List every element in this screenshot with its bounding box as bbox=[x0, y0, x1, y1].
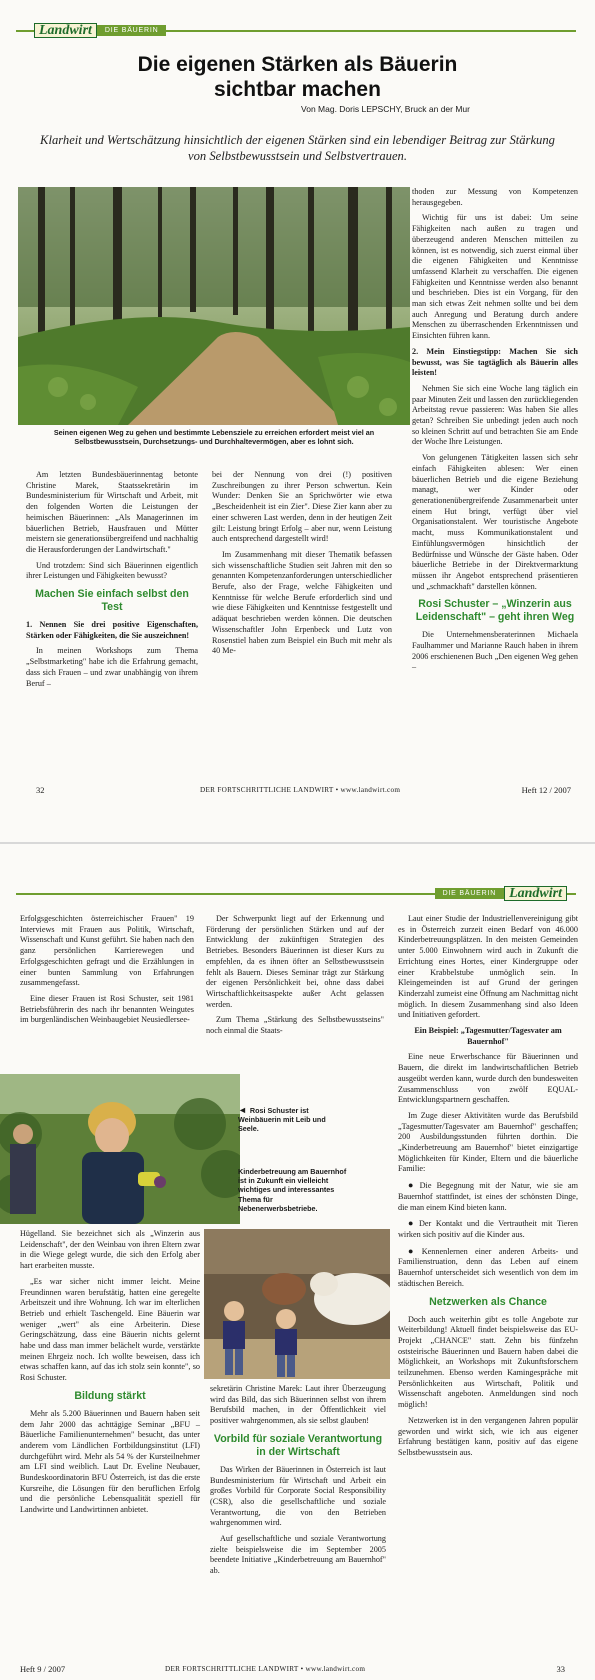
paragraph: Im Zuge dieser Aktivitäten wurde das Berufsbild „Tagesmutter/Tagesvater am Bauernhof" geschaffen; 200 Ausbildungsstunden führten dorthin. Die „Kinderbetreuung am Bauernhof" bietet einzigartige Möglichkeiten für Kinder, Eltern und die bäuerliche Familie: bbox=[398, 1110, 578, 1174]
paragraph: Netzwerken ist in den vergangenen Jahren populär geworden und wirkt sich, wie ich aus eigener Erfahrung bestätigen kann, positiv auf das eigene Selbstbewusstsein aus. bbox=[398, 1415, 578, 1457]
page-number: 33 bbox=[556, 1664, 565, 1674]
paragraph: thoden zur Messung von Kompetenzen herausgegeben. bbox=[412, 187, 578, 207]
page2-column-2-bottom bbox=[210, 1384, 386, 1582]
paragraph: Die Unternehmensberaterinnen Michaela Faulhammer und Marianne Rauch haben in ihrem 2006 erschienenen Buch „Den eigenen Weg gehen – bbox=[412, 630, 578, 672]
paragraph: bei der Nennung von drei (!) positiven Zuschreibungen zu ihrer Person schwertun. Kein Wunder: Denken Sie an Sprichwörter wie etwa „Bescheidenheit ist ein Zier". Diese Zier kann aber zu einer schweren Last werden, denn in der heutigen Zeit gilt: Leistung bringt Erfolg – aber nur, wenn Leistung auch entsprechend dargestellt wird! bbox=[212, 470, 392, 544]
publication-name: DER FORTSCHRITTLICHE LANDWIRT bbox=[200, 786, 334, 794]
paragraph: Hügelland. Sie bezeichnet sich als „Winzerin aus Leidenschaft", der den Weinbau von ihren Eltern zwar in die Wiege gelegt wurde, die sich den Erfolg aber hart erarbeiten musste. bbox=[20, 1229, 200, 1271]
rosi-schuster-photo bbox=[0, 1074, 240, 1224]
page-number: 32 bbox=[36, 785, 45, 795]
children-calves-illustration bbox=[204, 1229, 390, 1379]
paragraph: Das Wirken der Bäuerinnen in Österreich ist laut Bundesministerium für Wirtschaft und Arbeit ein großes Vorbild für Corporate Social Responsibility (CSR), also die gesellschaftliche und soziale Verantwortung, die von den Betrieben wahrgenommen wird. bbox=[210, 1464, 386, 1528]
subheading: Vorbild für soziale Verantwortung in der Wirtschaft bbox=[213, 1432, 383, 1458]
paragraph: Eine neue Erwerbschance für Bäuerinnen und Bauern, die direkt im landwirtschaftlichen Betrieb ausgeübt werden kann, wurde durch den bundesweiten Zusammenschluss von zwölf EQUAL-Entwicklungspartnern geschaffen. bbox=[398, 1052, 578, 1105]
publication-name: DER FORTSCHRITTLICHE LANDWIRT bbox=[165, 1665, 299, 1673]
paragraph: Nehmen Sie sich eine Woche lang täglich ein paar Minuten Zeit und lassen den zurückliegenden Arbeitstag revue passieren: Was haben Sie alles getan? Schreiben Sie unbedingt jeden auch noch so kleinen Schritt auf und betrachten Sie am Ende der Woche Ihre Leistungen. bbox=[412, 383, 578, 447]
subheading: Machen Sie einfach selbst den Test bbox=[35, 588, 189, 614]
paragraph: Laut einer Studie der Industriellenvereinigung gibt es in Österreich zurzeit einen Bedarf von 46.000 Kinderbetreuungsplätzen. In den meisten Gemeinden unter 5.000 Einwohnern wird auch in Zukunft die Errichtung eines Hortes, einer Kindergruppe oder einer Krabbelstube unmöglich sein. In Kleingemeinden ist auf Grund der geringen Kinderzahl zumeist eine Öffnung am Nachmittag nicht möglich. In diesem Zusammenhang sind also Ideen und Initiativen gefordert. bbox=[398, 914, 578, 1020]
subheading: Rosi Schuster – „Winzerin aus Leidenschaft" – geht ihren Weg bbox=[415, 598, 575, 624]
page2-column-3 bbox=[398, 914, 578, 1464]
section-badge bbox=[435, 886, 567, 901]
section-badge bbox=[34, 23, 166, 38]
landwirt-logo: Landwirt bbox=[34, 23, 97, 38]
issue-label: Heft 9 / 2007 bbox=[20, 1664, 66, 1674]
paragraph: Der Schwerpunkt liegt auf der Erkennung und Förderung der persönlichen Stärken und auf der Entwicklung der zukünftigen Strategien des Betriebes. Besonders Bäuerinnen ist dieser Kurs zu empfehlen, da es ihnen öfter an Selbstbewusstsein fehlt als Bauern. Dieses Seminar trägt zur Stärkung der eigenen Persönlichkeit bei, ohne dass dabei Wirtschaftlichkeitsaspekte außer Acht gelassen werden. bbox=[206, 914, 384, 1009]
paragraph-bold: 2. Mein Einstiegstipp: Machen Sie sich bewusst, was Sie tagtäglich als Bäuerin alles leisten! bbox=[412, 346, 578, 378]
paragraph: Auf gesellschaftliche und soziale Verantwortung zielte beispielsweise die im September 2005 beendete Initiative „Kinderbetreuung am Bauernhof" ab. bbox=[210, 1534, 386, 1576]
bullet-item: ● Kennenlernen einer anderen Arbeits- und Familienstruation, denn das Leben auf einem Bauernhof unterscheidet sich wesentlich von dem im städtischen Bereich. bbox=[398, 1245, 578, 1288]
arrow-left-icon: ◄ bbox=[238, 1105, 247, 1115]
paragraph: Zum Thema „Stärkung des Selbstbewusstseins" noch einmal die Staats- bbox=[206, 1015, 384, 1036]
lead-paragraph: Klarheit und Wertschätzung hinsichtlich der eigenen Stärken sind ein lebendiger Beitrag zur Stärkung von Selbstbewusstsein und Selbstvertrauen. bbox=[40, 133, 555, 163]
subheading: Bildung stärkt bbox=[74, 1389, 146, 1402]
website: www.landwirt.com bbox=[305, 1665, 366, 1673]
kinder-photo-caption: Kinderbetreuung am Bauernhof ist in Zukunft ein vielleicht wichtiges und interessantes Thema für Nebenerwerbsbetriebe. bbox=[238, 1167, 347, 1213]
page2-column-2-top bbox=[206, 914, 384, 1042]
forest-illustration bbox=[18, 187, 410, 425]
page1-column-3 bbox=[412, 187, 578, 678]
footer-publication: DER FORTSCHRITTLICHE LANDWIRT • www.landwirt.com bbox=[200, 786, 401, 794]
example-heading: Ein Beispiel: „Tagesmutter/Tagesvater am Bauernhof" bbox=[414, 1026, 562, 1046]
vineyard-illustration bbox=[0, 1074, 240, 1224]
paragraph: Und trotzdem: Sind sich Bäuerinnen eigentlich ihrer Leistungen und Fähigkeiten bewusst? bbox=[26, 560, 198, 581]
paragraph: Erfolgsgeschichten österreichischer Frauen" 19 Interviews mit Frauen aus Politik, Wirtschaft, Wissenschaft und Kunst geführt. Sie haben nach den ganz persönlichen Karrierewegen und Erfolgsgeschichten gefragt und die Erzählungen in einer bunten Sammlung von Erfahrungen zusammengefasst. bbox=[20, 914, 194, 988]
paragraph: Von gelungenen Tätigkeiten lassen sich sehr einfach Fähigkeiten ablesen: Wer einen bäuerlichen Betrieb und die eigene Beziehung managt, wer Kinder oder generationenübergreifende Zusammenarbeit unter einem Hut bringt, verfügt über viel Organisationstalent. Wer touristische Angebote macht, muss Kommunikationstalent und Einfühlungsvermögen hinsichtlich der Bedürfnisse und Wünsche der Gäste haben. Oder bäuerliche Betriebe in der Direktvermarktung müssen ihr Angebot entsprechend präsentieren und „schmackhaft" darstellen können. bbox=[412, 453, 578, 591]
page1-column-2 bbox=[212, 470, 392, 662]
rosi-photo-caption: ◄ Rosi Schuster ist Weinbäuerin mit Leib und Seele. bbox=[238, 1105, 326, 1134]
forest-path-photo bbox=[18, 187, 410, 425]
paragraph: Eine dieser Frauen ist Rosi Schuster, seit 1981 Betriebsführerin des nach ihr benannten Weingutes im burgenländischen Weinbaugebiet Neusiedlersee- bbox=[20, 993, 194, 1025]
paragraph: In meinen Workshops zum Thema „Selbstmarketing" habe ich die Erfahrung gemacht, dass sich Frauen – und zwar unabhängig von ihrem Beruf – bbox=[26, 646, 198, 688]
magazine-page-33 bbox=[0, 842, 595, 1680]
footer-publication: DER FORTSCHRITTLICHE LANDWIRT • www.landwirt.com bbox=[165, 1665, 366, 1673]
bullet-item: ● Die Begegnung mit der Natur, wie sie am Bauernhof stattfindet, ist eines der schönsten Dinge, die man einem Kind bieten kann. bbox=[398, 1180, 579, 1212]
byline: Von Mag. Doris LEPSCHY, Bruck an der Mur bbox=[301, 104, 470, 114]
article-title bbox=[20, 52, 575, 102]
kinderbetreuung-photo bbox=[204, 1229, 390, 1379]
subheading: Netzwerken als Chance bbox=[429, 1295, 547, 1308]
issue-label: Heft 12 / 2007 bbox=[521, 785, 571, 795]
page1-column-1 bbox=[26, 470, 198, 694]
section-label: DIE BÄUERIN bbox=[435, 888, 505, 899]
paragraph: „Es war sicher nicht immer leicht. Meine Freundinnen waren berufstätig, hatten eine geregelte Arbeitszeit und ihre Wohnung. Ich war im elterlichen Betrieb und erhielt Taschengeld. Eine Bäuerin war weniger „wert" als eine Arbeiterin. Diese Geringschätzung, dass eine Bäuerin nichts gelernt habe und dass man immer belächelt wurde, verstärkte meinen Ehrgeiz noch. Ich wollte beweisen, dass ich etwas schaffen kann, auf das ich stolz sein konnte", so Rosi Schuster. bbox=[20, 1276, 200, 1383]
paragraph-bold: 1. Nennen Sie drei positive Eigenschaften, Stärken oder Fähigkeiten, die Sie auszeichnen! bbox=[26, 620, 198, 640]
website: www.landwirt.com bbox=[340, 786, 401, 794]
paragraph: Mehr als 5.200 Bäuerinnen und Bauern haben seit dem Jahr 2000 das achttägige Seminar „BFU – Bäuerliche Familienunternehmen" besucht, das unter anderem vom Ländlichen Fortbildungsinstitut (LFI) durchgeführt wird. Mehr als 54 % der Kursteilnehmer am LFI sind weiblich. Laut Dr. Eveline Neubauer, Bundeskoordinatorin BFU Österreich, ist das die erste Kursreihe, die Lösungen für den beruflichen Erfolg und die persönliche Lebensqualität speziell für Landwirte und Landwirtinnen anbietet. bbox=[20, 1408, 200, 1515]
page2-column-1-bottom bbox=[20, 1229, 200, 1521]
bullet-icon: ● bbox=[408, 1218, 417, 1229]
bullet-icon: ● bbox=[408, 1245, 419, 1256]
paragraph: Doch auch weiterhin gibt es tolle Angebote zur Weiterbildung! Aktuell findet beispielsweise das EU-Projekt „CHANCE" statt. Zehn bis fünfzehn oststeirische Bäuerinnen und Bauern haben dabei die Möglichkeit, an Workshops mit Zukunftsforschern teilzunehmen. Ebenso werden Kamingespräche mit Persönlichkeiten aus Wirtschaft, Politik und Wissenschaft angeboten. Anmeldungen sind noch möglich! bbox=[398, 1314, 578, 1410]
bullet-icon: ● bbox=[408, 1180, 417, 1191]
paragraph: Im Zusammenhang mit dieser Thematik befassen sich wissenschaftliche Studien seit Jahren mit den so genannten Kompetenzanforderungen unterschiedlicher Berufe, also der Frage, welche Fähigkeiten und Kenntnisse für welche Berufe erforderlich sind und wie diese Fähigkeiten und Kenntnisse festgestellt und adäquat beschrieben werden können. Die deutschen Wissenschaftler John Erpenbeck und Lutz von Rosenstiel haben zum Beispiel ein Buch mit mehr als 40 Me- bbox=[212, 549, 392, 656]
page2-column-1-top bbox=[20, 914, 194, 1031]
bullet-item: ● Der Kontakt und die Vertrautheit mit Tieren wirken sich positiv auf die Kinder aus. bbox=[398, 1218, 579, 1239]
paragraph: Am letzten Bundesbäuerinnentag betonte Christine Marek, Staatssekretärin im Bundesministerium für Wirtschaft und Arbeit, mit den folgenden Worten die Leistungen der heimischen Bäuerinnen: „Als Managerinnen im bäuerlichen Betrieb, Hausfrauen und Mütter meistern sie generationsübergreifend und nachhaltig die Herausforderungen der Landwirtschaft." bbox=[26, 470, 198, 554]
paragraph: Wichtig für uns ist dabei: Um seine Fähigkeiten nach außen zu tragen und überzeugend anderen Menschen mitteilen zu können, ist es notwendig, sich zuerst einmal über die eigenen Fähigkeiten und Kenntnisse umfassend Klarheit zu verschaffen. Die eigenen Fähigkeiten und Kenntnisse werden also benannt und beschrieben. Dies ist ein Vorgang, für den man sich etwas Zeit nehmen sollte und bei dem auch Anregung und Beratung durch andere Menschen zu überraschenden Erkenntnissen und Einsichten führen kann. bbox=[412, 213, 578, 341]
landwirt-logo: Landwirt bbox=[504, 886, 567, 901]
paragraph: sekretärin Christine Marek: Laut ihrer Überzeugung wird das Bild, das sich Bäuerinnen selbst von ihrem Berufsbild machen, in der Öffentlichkeit viel positiver wahrgenommen, als sie selbst glauben! bbox=[210, 1384, 386, 1426]
section-label: DIE BÄUERIN bbox=[97, 25, 167, 36]
title-line-2: sichtbar machen bbox=[214, 78, 381, 101]
forest-photo-caption: Seinen eigenen Weg zu gehen und bestimmte Lebensziele zu erreichen erfordert meist viel an Selbstbewusstsein, Durchsetzungs- und Durchhaltevermögen, aber es lohnt sich. bbox=[53, 428, 375, 447]
title-line-1: Die eigenen Stärken als Bäuerin bbox=[137, 53, 458, 76]
